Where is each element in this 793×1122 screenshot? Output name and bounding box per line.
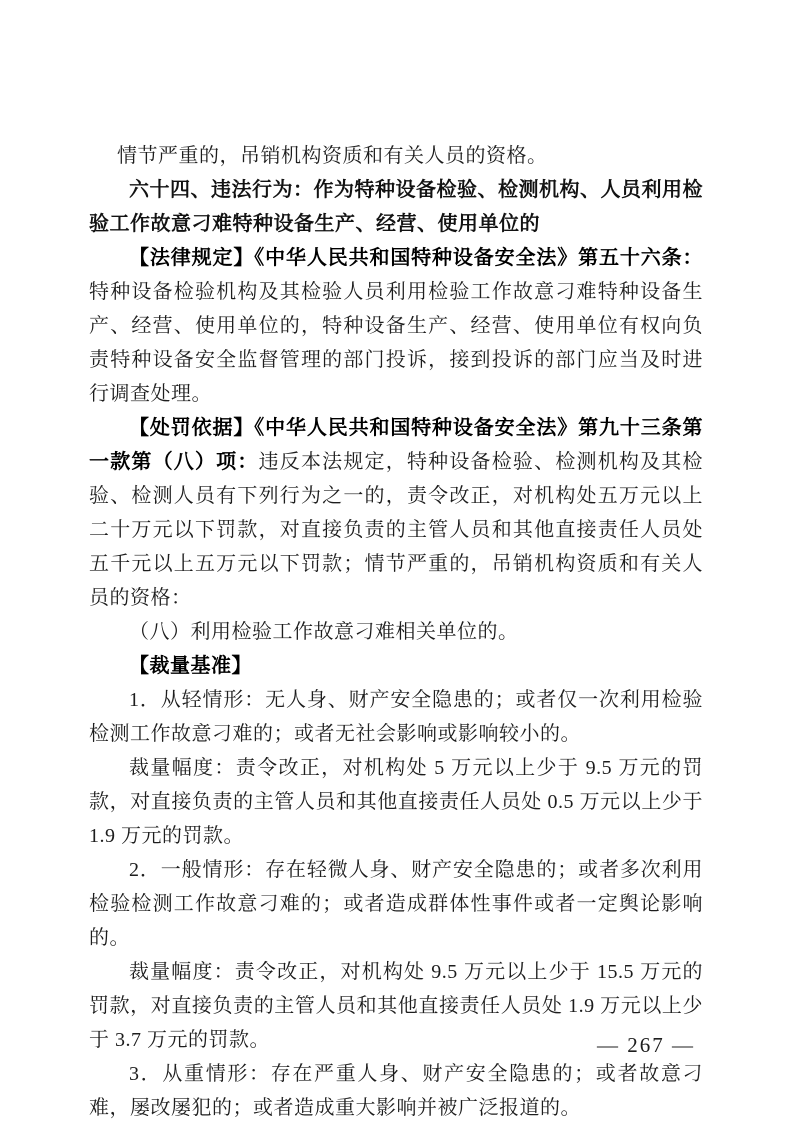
tier-3-situation: 3．从重情形：存在严重人身、财产安全隐患的；或者故意刁难，屡改屡犯的；或者造成重大影响并被广泛报道的。 bbox=[89, 1063, 703, 1119]
item-eight-paragraph: （八）利用检验工作故意刁难相关单位的。 bbox=[129, 621, 519, 643]
tier-2-situation: 2．一般情形：存在轻微人身、财产安全隐患的；或者多次利用检验检测工作故意刁难的；或者造成群体性事件或者一定舆论影响的。 bbox=[89, 859, 703, 949]
legal-provision-body: 特种设备检验机构及其检验人员利用检验工作故意刁难特种设备生产、经营、使用单位的，特种设备生产、经营、使用单位有权向负责特种设备安全监督管理的部门投诉，接到投诉的部门应当及时进行调查处理。 bbox=[89, 281, 703, 405]
penalty-basis-lead: 【处罚依据】《中华人民共和国特种设备安全法》第九十三条第一款第（八）项： bbox=[89, 417, 703, 473]
document-body bbox=[89, 139, 703, 1122]
tier-1-situation: 1．从轻情形：无人身、财产安全隐患的；或者仅一次利用检验检测工作故意刁难的；或者无社会影响或影响较小的。 bbox=[89, 689, 703, 745]
discretion-benchmark-label: 【裁量基准】 bbox=[129, 655, 252, 677]
penalty-basis-paragraph bbox=[89, 411, 703, 615]
violation-heading: 六十四、违法行为：作为特种设备检验、检测机构、人员利用检验工作故意刁难特种设备生产、经营、使用单位的 bbox=[89, 179, 703, 235]
tier-2-range: 裁量幅度：责令改正，对机构处 9.5 万元以上少于 15.5 万元的罚款，对直接负责的主管人员和其他直接责任人员处 1.9 万元以上少于 3.7 万元的罚款。 bbox=[89, 961, 703, 1051]
tier-1-range: 裁量幅度：责令改正，对机构处 5 万元以上少于 9.5 万元的罚款，对直接负责的主管人员和其他直接责任人员处 0.5 万元以上少于 1.9 万元的罚款。 bbox=[89, 757, 703, 847]
penalty-basis-body: 违反本法规定，特种设备检验、检测机构及其检验、检测人员有下列行为之一的，责令改正，对机构处五万元以上二十万元以下罚款，对直接负责的主管人员和其他直接责任人员处五千元以上五万元以下罚款；情节严重的，吊销机构资质和有关人员的资格： bbox=[89, 451, 704, 609]
intro-paragraph: 情节严重的，吊销机构资质和有关人员的资格。 bbox=[117, 145, 548, 167]
legal-provision-paragraph bbox=[89, 241, 703, 411]
legal-provision-lead: 【法律规定】《中华人民共和国特种设备安全法》第五十六条： bbox=[129, 247, 703, 269]
page-number: — 267 — bbox=[597, 1033, 695, 1057]
